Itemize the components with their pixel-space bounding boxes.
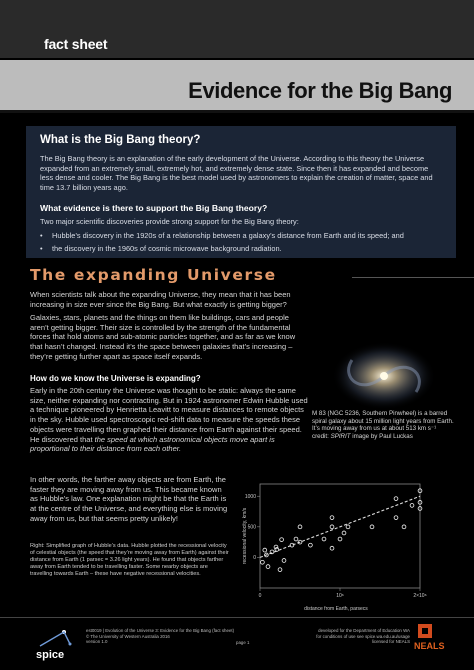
spice-logo-text: spice [36, 649, 65, 661]
footer-divider [0, 617, 474, 618]
galaxy-credit-suffix: image by Paul Luckas [350, 433, 413, 441]
paragraph-3 [30, 386, 308, 454]
galaxy-caption [312, 410, 462, 441]
paragraph-4: In other words, the farther away objects are from Earth, the faster they are moving away from us. This became known as Hubble’s law. One explanation might be that the Earth is at the centre of the Universe, and everything else is moving away from us, but that seems pretty unlikely! [30, 475, 228, 523]
evidence-lead: Two major scientific discoveries provide strong support for the Big Bang theory: [40, 217, 299, 226]
evidence-list [40, 229, 404, 255]
paragraph-1: When scientists talk about the expanding Universe, they mean that it has been increasing in size ever since the Big Bang. But what exactly is getting bigger? [30, 290, 291, 309]
graph-caption: Right: Simplified graph of Hubble’s data. Hubble plotted the recessional velocity of celestial objects (the speed that they’re moving away from Earth) against their distance from Earth (1 parsec = 3.26 light years). He found that objects farther away from Earth tended to be travelling faster. Some nearby objects are travelling towards Earth – these have negative recessional velocities. [30, 543, 229, 578]
neals-logo [412, 622, 452, 652]
footer-left-line: © The University of Western Australia 2016 [86, 633, 170, 639]
galaxy-credit-italic: SPIRIT [330, 433, 351, 441]
list-item: • the discovery in the 1960s of cosmic microwave background radiation. [40, 242, 404, 255]
galaxy-caption-text: M 83 (NGC 5236, Southern Pinwheel) is a barred spiral galaxy about 15 million light years from Earth. It’s moving away from us at about 513 km s⁻¹ [312, 410, 454, 433]
y-axis-label: recessional velocity, km/s [242, 507, 248, 565]
y-tick-label: 1000 [244, 494, 256, 501]
paragraph-3-text: Early in the 20th century the Universe was thought to be static: always the same size, neither expanding nor contracting. But in 1924 astronomer Edwin Hubble used a technique pioneered by Henrietta Leavitt to measure distances to remote objects in the sky. Hubble used spectroscopic red-shift data to measure the speeds these objects were travelling then graphed their distance from Earth against their speed. He discovered that [30, 386, 308, 444]
intro-heading: What is the Big Bang theory? [40, 134, 201, 146]
footer-right-line: licensed for NEALS [371, 639, 410, 645]
footer-right-line: developed for the Department of Education WA [318, 628, 410, 633]
x-tick-label: 0 [258, 593, 262, 599]
y-tick-label: 0 [253, 555, 256, 562]
title-rule [0, 110, 474, 113]
x-axis-label: distance from Earth, parsecs [304, 606, 368, 612]
x-tick-label: 2×10⁶ [413, 593, 427, 599]
galaxy-credit-prefix: credit: [312, 433, 331, 441]
paragraph-2: Galaxies, stars, planets and the things on them like buildings, cars and people aren’t getting bigger. Their size is controlled by the strength of the fundamental forces that hold atoms and sub-atomic particles together, and as far as we know that hasn’t changed. Instead it’s the space between galaxies that’s increasing – they’re getting further apart as space itself expands. [30, 313, 296, 361]
footer-left-line: version 1.0 [86, 639, 108, 645]
footer-left-line: est0019 | Evolution of the Universe 3: Evidence for the Big Bang (fact sheet) [86, 628, 235, 633]
paragraph-3-italic: the speed at which astronomical objects move apart is proportional to their distance from each other. [30, 434, 275, 454]
hubble-graph [236, 474, 472, 614]
x-tick-label: 10⁶ [336, 593, 344, 599]
footer-left [86, 628, 234, 645]
spice-logo [34, 624, 78, 662]
footer-right-line: for conditions of use see spice.wa.edu.au/usage [316, 633, 410, 639]
page-number: page 1 [236, 640, 250, 645]
footer-right [304, 628, 410, 645]
intro-paragraph: The Big Bang theory is an explanation of the early development of the Universe. According to this theory the Universe expanded from an extremely small, extremely hot, and extremely dense state. Since then it has expanded and become less dense and cooler. The Big Bang is the best model used by astronomers to explain the creation of matter, space and time 13.7 billion years ago. [40, 154, 433, 193]
section-rule [352, 277, 474, 278]
list-item: • Hubble’s discovery in the 1920s of a relationship between a galaxy’s distance from Earth and its speed; and [40, 229, 404, 242]
neals-logo-text: NEALS [414, 641, 445, 651]
section-title: The expanding Universe [30, 266, 277, 284]
page-title: Evidence for the Big Bang [188, 78, 452, 103]
fact-sheet-label: fact sheet [44, 36, 108, 52]
evidence-subheading: What evidence is there to support the Big Bang theory? [40, 203, 268, 213]
y-tick-label: 500 [247, 524, 256, 531]
how-heading: How do we know the Universe is expanding? [30, 374, 201, 383]
